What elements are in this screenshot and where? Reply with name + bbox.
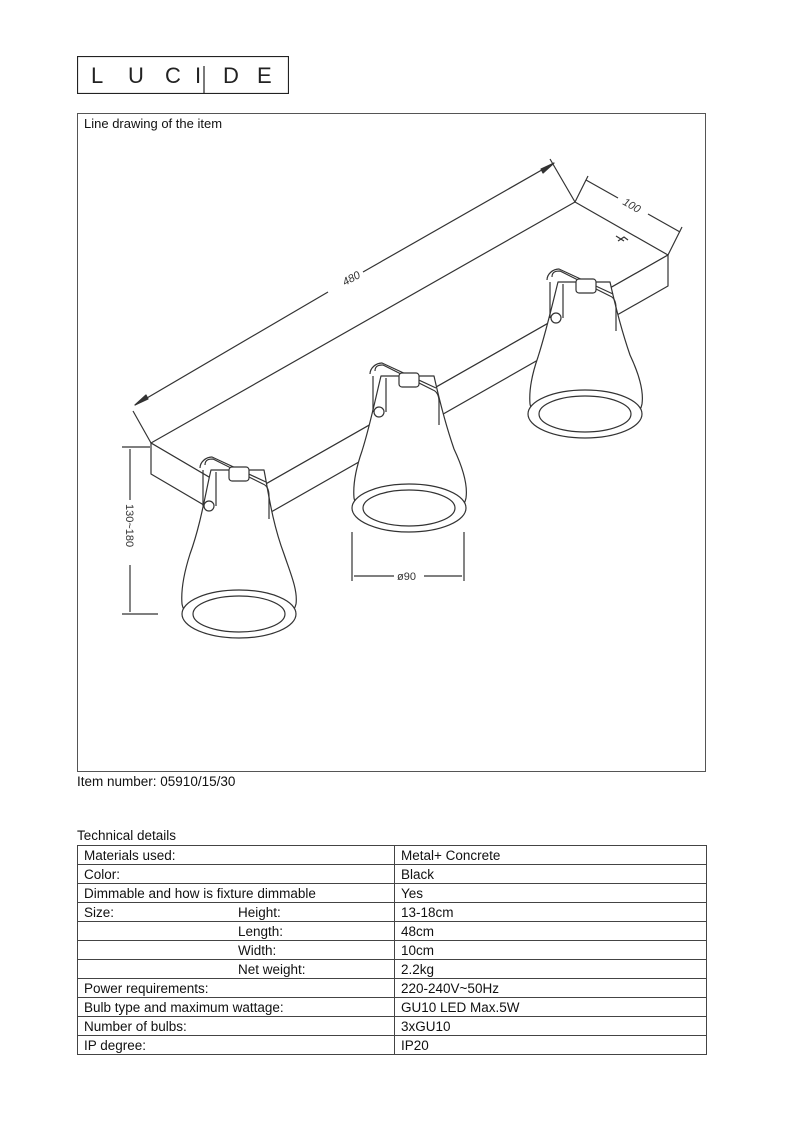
spec-label: IP degree: [78,1036,395,1055]
table-row [78,865,707,884]
table-row [78,998,707,1017]
dim-height-label: 130~180 [123,504,135,548]
spec-label: Color: [78,865,395,884]
spec-label [84,942,238,959]
spec-label [84,961,238,978]
logo-letter-l: L [91,63,104,88]
technical-details-title: Technical details [77,828,177,843]
table-row [78,979,707,998]
table-row [78,903,707,922]
spec-value: 220-240V~50Hz [395,979,707,998]
spec-value: GU10 LED Max.5W [395,998,707,1017]
spec-label: Dimmable and how is fixture dimmable [78,884,395,903]
item-number: Item number: 05910/15/30 [77,774,236,789]
technical-details-table [77,845,707,1055]
spec-label [84,923,238,940]
spec-sublabel: Net weight: [238,961,306,977]
dim-length-label: 480 [340,269,363,289]
logo-letter-e: E [257,63,272,88]
spec-value: Black [395,865,707,884]
spec-label: Number of bulbs: [78,1017,395,1036]
dim-width-label: 100 [620,196,643,216]
logo-letter-c: C [165,63,181,88]
spec-value: 2.2kg [395,960,707,979]
logo-letter-u: U [128,63,144,88]
spec-label: Size: [84,904,115,920]
spec-value: 10cm [395,941,707,960]
table-row [78,960,707,979]
spec-sublabel: Height: [238,904,281,920]
spec-value: Metal+ Concrete [395,846,707,865]
logo-letter-d: D [223,63,239,88]
table-row [78,922,707,941]
spec-value: IP20 [395,1036,707,1055]
spec-sublabel: Width: [238,942,277,958]
line-drawing [78,114,707,773]
spec-value: 3xGU10 [395,1017,707,1036]
spec-label: Power requirements: [78,979,395,998]
dim-diameter-label: ø90 [397,571,416,583]
table-row [78,1036,707,1055]
lucide-logo [77,56,289,94]
spec-sublabel: Length: [238,923,284,939]
table-row [78,846,707,865]
spec-value: Yes [395,884,707,903]
spec-value: 48cm [395,922,707,941]
table-row [78,884,707,903]
table-row [78,1017,707,1036]
logo-letter-i: I [195,63,202,88]
drawing-title: Line drawing of the item [84,116,223,131]
spec-value: 13-18cm [395,903,707,922]
spec-label: Bulb type and maximum wattage: [78,998,395,1017]
table-row [78,941,707,960]
spec-label: Materials used: [78,846,395,865]
drawing-frame [77,113,706,772]
